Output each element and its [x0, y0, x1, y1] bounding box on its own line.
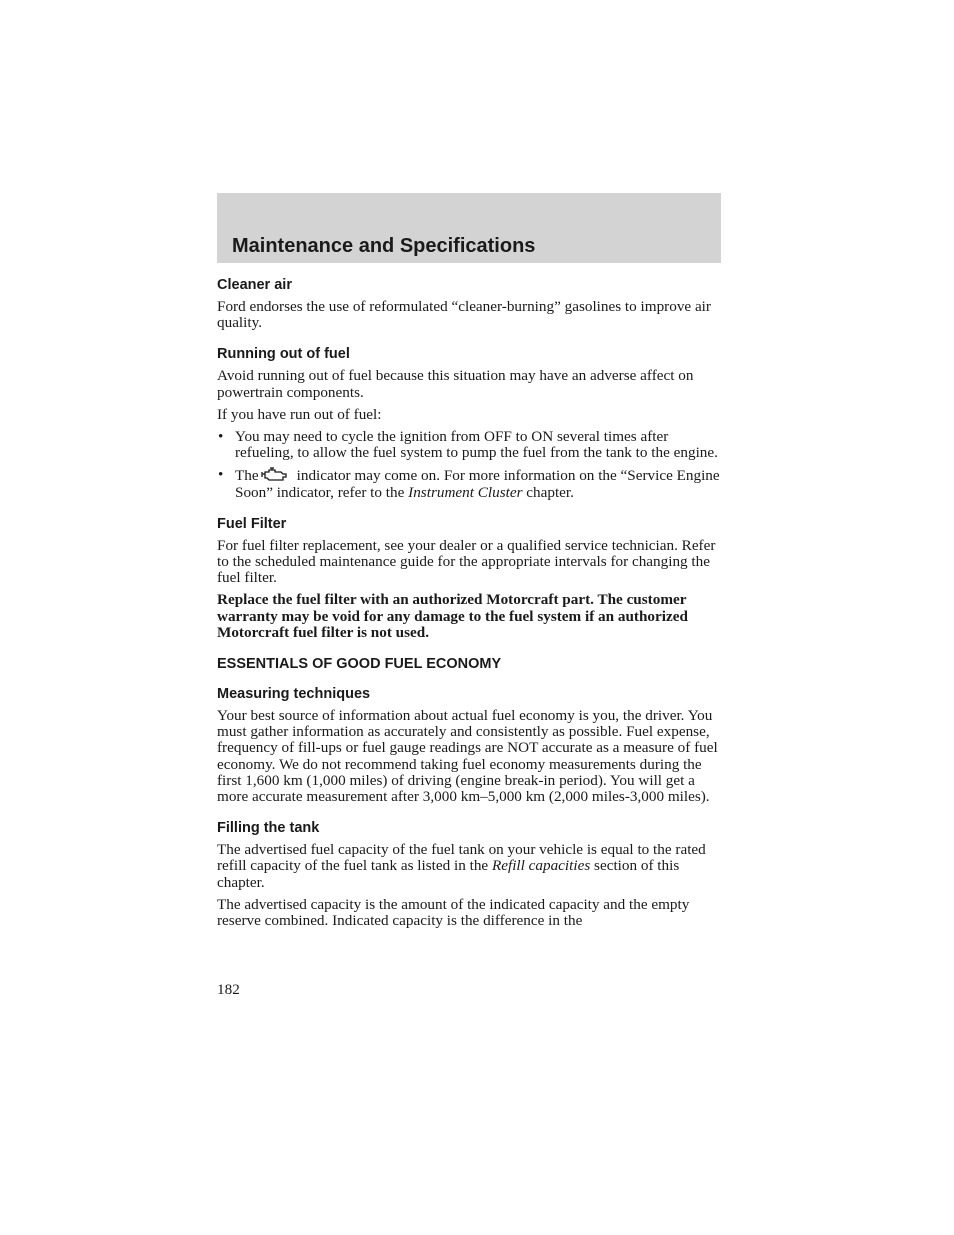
bullet-text-post: indicator may come on. For more information on the “Service Engine Soon” indicator, refer to the [235, 467, 720, 501]
check-engine-icon [261, 467, 291, 483]
filling-text-post: section of this chapter. [217, 857, 680, 891]
bullet-dot: • [218, 466, 224, 484]
heading-measuring-techniques: Measuring techniques [217, 686, 371, 703]
paragraph-running-out: Avoid running out of fuel because this situation may have an adverse affect on powertrain components. [217, 367, 694, 401]
paragraph-measuring: Your best source of information about actual fuel economy is you, the driver. You must gather information as accurately and consistently as possible. Fuel expense, frequency of fill-ups or fuel gauge readings are NOT accurate as a measure of fuel economy. We do not recommend taking fuel economy measurements during the first 1,600 km (1,000 miles) of driving (engine break-in period). You will get a more accurate measurement after 3,000 km–5,000 km (2,000 miles-3,000 miles). [217, 707, 718, 806]
heading-filling-the-tank: Filling the tank [217, 820, 320, 837]
section-running-out-of-fuel [217, 345, 723, 500]
heading-cleaner-air: Cleaner air [217, 277, 292, 293]
bullet-text-italic: Instrument Cluster [408, 483, 523, 501]
list-item [217, 429, 723, 461]
paragraph-run-out-intro: If you have run out of fuel: [217, 405, 382, 423]
page-number: 182 [217, 981, 240, 998]
paragraph-filling-2: The advertised capacity is the amount of the indicated capacity and the empty reserve combined. Indicated capacity is the difference in the [217, 895, 690, 930]
filling-text-italic: Refill capacities [491, 857, 591, 875]
paragraph-fuel-filter: For fuel filter replacement, see your dealer or a qualified service technician. Refer to the scheduled maintenance guide for the appropriate intervals for changing the fuel filter. [217, 536, 716, 587]
filling-text-pre: The advertised fuel capacity of the fuel tank on your vehicle is equal to the rated refill capacity of the fuel tank as listed in the [217, 841, 706, 875]
paragraph-filling-1 [217, 842, 723, 891]
section-cleaner-air [217, 276, 723, 331]
paragraph-fuel-filter-warning: Replace the fuel filter with an authorized Motorcraft part. The customer warranty may be void for any damage to the fuel system if an authorized Motorcraft fuel filter is not used. [217, 591, 688, 641]
heading-running-out-of-fuel: Running out of fuel [217, 346, 350, 363]
bullet-text-pre: The [235, 467, 259, 485]
paragraph-cleaner-air: Ford endorses the use of reformulated “cleaner-burning” gasolines to improve air quality. [217, 298, 711, 332]
bullet-list [217, 429, 723, 501]
section-filling-the-tank [217, 819, 723, 929]
section-header-band [217, 193, 721, 263]
heading-fuel-economy: ESSENTIALS OF GOOD FUEL ECONOMY [217, 656, 502, 673]
page-content [217, 276, 723, 943]
section-fuel-filter [217, 515, 723, 641]
section-fuel-economy [217, 655, 723, 805]
bullet-text: You may need to cycle the ignition from OFF to ON several times after refueling, to allow the fuel system to pump the fuel from the tank to the engine. [235, 428, 718, 462]
bullet-text-end: chapter. [526, 483, 574, 501]
list-item [217, 467, 723, 500]
heading-fuel-filter: Fuel Filter [217, 515, 287, 532]
bullet-dot: • [218, 428, 224, 446]
page-title: Maintenance and Specifications [232, 235, 536, 257]
